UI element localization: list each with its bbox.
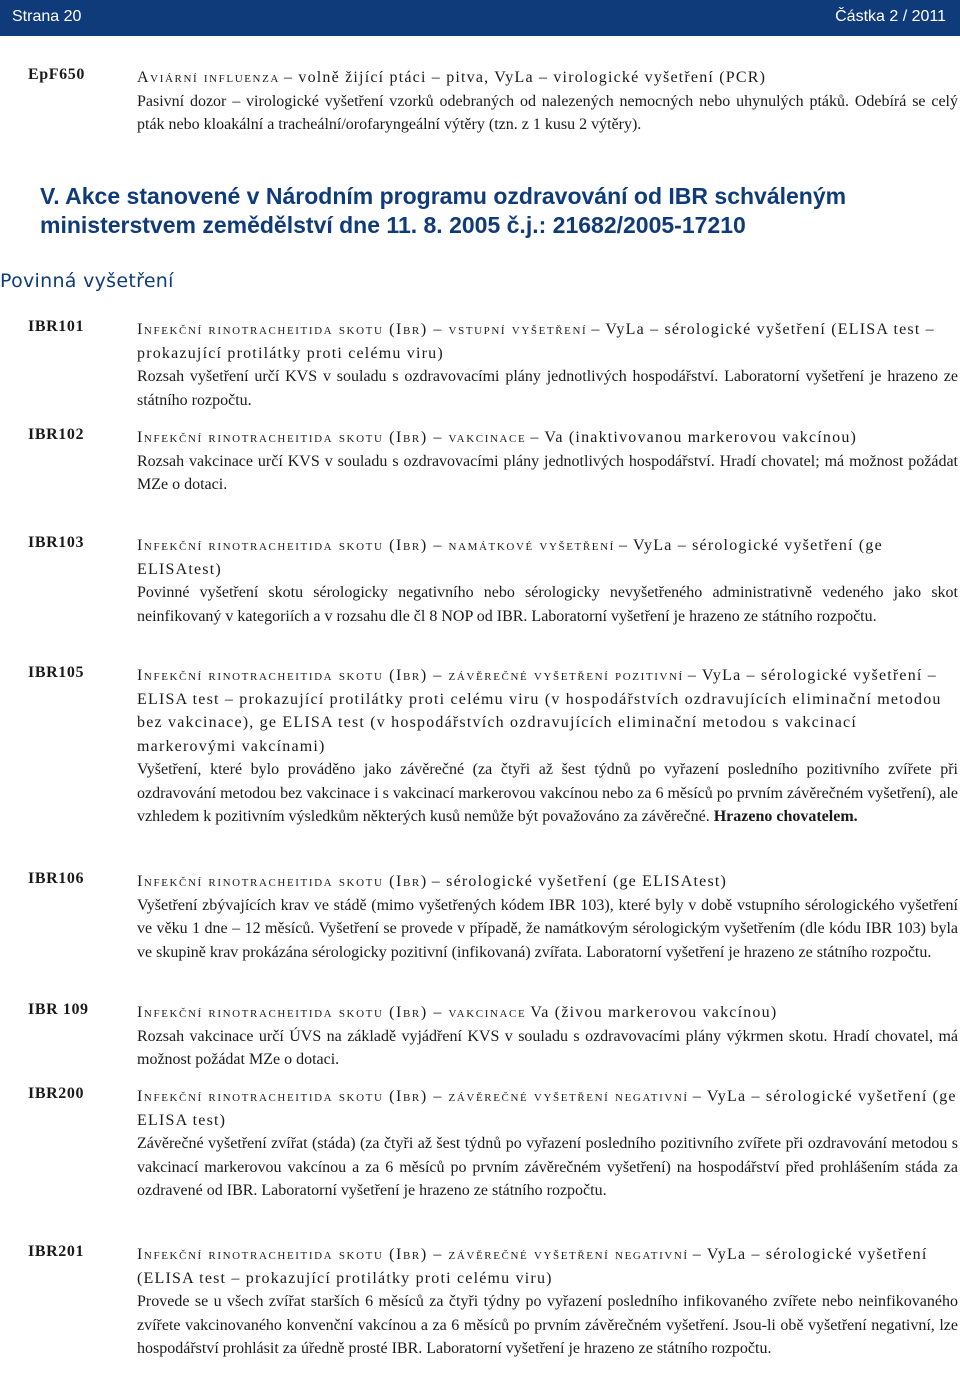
entry-code: IBR 109 — [28, 1001, 89, 1018]
entry-code: IBR106 — [28, 870, 85, 887]
entry-test: – VyLa – sérologické vyšetření (ge ELISA test) — [137, 1088, 957, 1129]
entry-test: – VyLa – sérologické vyšetření (ELISA test – prokazující protilátky proti celému viru) — [137, 321, 935, 362]
entry-title: Infekční rinotracheitida skotu (Ibr) – namátkové vyšetření — [137, 537, 615, 554]
entry-title: Infekční rinotracheitida skotu (Ibr) – závěrečné vyšetření negativní — [137, 1088, 689, 1105]
entry-description: Pasivní dozor – virologické vyšetření vzorků odebraných od nalezených nemocných nebo uhynulých ptáků. Odebírá se celý pták nebo kloakální a tracheální/orofaryngeální výtěry (tzn. z 1 kusu 2 výtěry). — [137, 92, 958, 133]
entry-description: Rozsah vakcinace určí ÚVS na základě vyjádření KVS v souladu s ozdravovacími plány výkrmen skotu. Hradí chovatel, má možnost požádat MZe o dotaci. — [137, 1027, 958, 1068]
entry-test: – VyLa – sérologické vyšetření (ELISA test – prokazující protilátky proti celému viru) — [137, 1246, 928, 1287]
entry-title: Infekční rinotracheitida skotu (Ibr) – závěrečné vyšetření negativní — [137, 1246, 689, 1263]
entry-description: Rozsah vakcinace určí KVS v souladu s ozdravovacími plány jednotlivých hospodářství. Hradí chovatel; má možnost požádat MZe o dotaci. — [137, 452, 958, 493]
entry-title: Infekční rinotracheitida skotu (Ibr) — [137, 873, 428, 890]
entry-test: – sérologické vyšetření (ge ELISAtest) — [431, 873, 728, 890]
section-title: V. Akce stanovené v Národním programu ozdravování od IBR schváleným ministerstvem zemědělství dne 11. 8. 2005 č.j.: 21682/2005-17210 — [40, 183, 847, 238]
entry-title: Infekční rinotracheitida skotu (Ibr) – vstupní vyšetření — [137, 321, 588, 338]
page-number: Strana 20 — [12, 8, 82, 25]
entry-title: Aviární influenza — [137, 69, 280, 86]
entry-test: Va (živou markerovou vakcínou) — [530, 1004, 778, 1021]
entry-title: Infekční rinotracheitida skotu (Ibr) – vakcinace — [137, 1004, 527, 1021]
entry-description: Povinné vyšetření skotu sérologicky negativního nebo sérologicky nevyšetřeného administrativně vedeného jako skot neinfikovaný v kategoriích a v rozsahu dle čl 8 NOP od IBR. Laboratorní vyšetření je hrazeno ze státního rozpočtu. — [137, 584, 958, 625]
entry-description: Vyšetření, které bylo prováděno jako závěrečné (za čtyři až šest týdnů po vyřazení posledního pozitivního zvířete při ozdravování metodou bez vakcinace i s vakcinací markerovou vakcínou nebo za 6 měsíců po prvním závěrečném vyšetření), ale vzhledem k pozitivním výsledkům některých kusů nemůže být považováno za závěrečné. — [137, 761, 958, 825]
entry-code: IBR200 — [28, 1085, 85, 1102]
section-subtitle: Povinná vyšetření — [0, 270, 174, 292]
entry-code: IBR105 — [28, 664, 85, 681]
entry-code: IBR102 — [28, 426, 85, 443]
entry-description: Rozsah vyšetření určí KVS v souladu s ozdravovacími plány jednotlivých hospodářství. Laboratorní vyšetření je hrazeno ze státního rozpočtu. — [137, 368, 958, 409]
entry-description: Závěrečné vyšetření zvířat (stáda) (za čtyři až šest týdnů po vyřazení posledního pozitivního zvířete při ozdravování metodou s vakcinací markerovou vakcínou a za 6 měsíců po prvním závěrečném vyšetření) na hospodářství před prohlášením stáda za ozdravené od IBR. Laboratorní vyšetření je hrazeno ze státního rozpočtu. — [137, 1135, 958, 1199]
entry-code: EpF650 — [28, 66, 85, 83]
entry-test: – VyLa – sérologické vyšetření – ELISA test – prokazující protilátky proti celému viru (v hospodářstvích ozdravujících eliminační metodou bez vakcinace), ge ELISA test (v hospodářstvích ozdravujících eliminační metodou s vakcinací markerovými vakcínami) — [137, 667, 942, 755]
entry-description-bold: Hrazeno chovatelem. — [713, 808, 858, 825]
page-header — [0, 0, 960, 36]
entry-test: – Va (inaktivovanou markerovou vakcínou) — [530, 429, 858, 446]
entry-code: IBR101 — [28, 318, 85, 335]
entry-code: IBR201 — [28, 1243, 85, 1260]
entry-description: Vyšetření zbývajících krav ve stádě (mimo vyšetřených kódem IBR 103), které byly v době vstupního sérologického vyšetření ve věku 1 dne – 12 měsíců. Vyšetření se provede v případě, že namátkovým sérologickým vyšetřením (dle kódu IBR 103) byla ve skupině krav prokázána sérologicky pozitivní (infikovaná) zvířata. Laboratorní vyšetření je hrazeno ze státního rozpočtu. — [137, 896, 958, 961]
issue-part: Částka 2 / 2011 — [835, 8, 946, 25]
entry-code: IBR103 — [28, 534, 85, 551]
entry-title: Infekční rinotracheitida skotu (Ibr) – vakcinace — [137, 429, 527, 446]
entry-test: – volně žijící ptáci – pitva, VyLa – virologické vyšetření (PCR) — [283, 69, 767, 86]
entry-title: Infekční rinotracheitida skotu (Ibr) – závěrečné vyšetření pozitivní — [137, 667, 684, 684]
entry-description: Provede se u všech zvířat starších 6 měsíců za čtyři týdny po vyřazení posledního infikovaného zvířete nebo neinfikovaného zvířete vakcinovaného konvenční vakcínou a za 6 měsíců po prvním závěrečném vyšetření. Jsou-li obě vyšetření negativní, lze hospodářství prohlásit za úředně prosté IBR. Laboratorní vyšetření je hrazeno ze státního rozpočtu. — [137, 1293, 958, 1357]
entry-test: – VyLa – sérologické vyšetření (ge ELISAtest) — [137, 537, 883, 578]
